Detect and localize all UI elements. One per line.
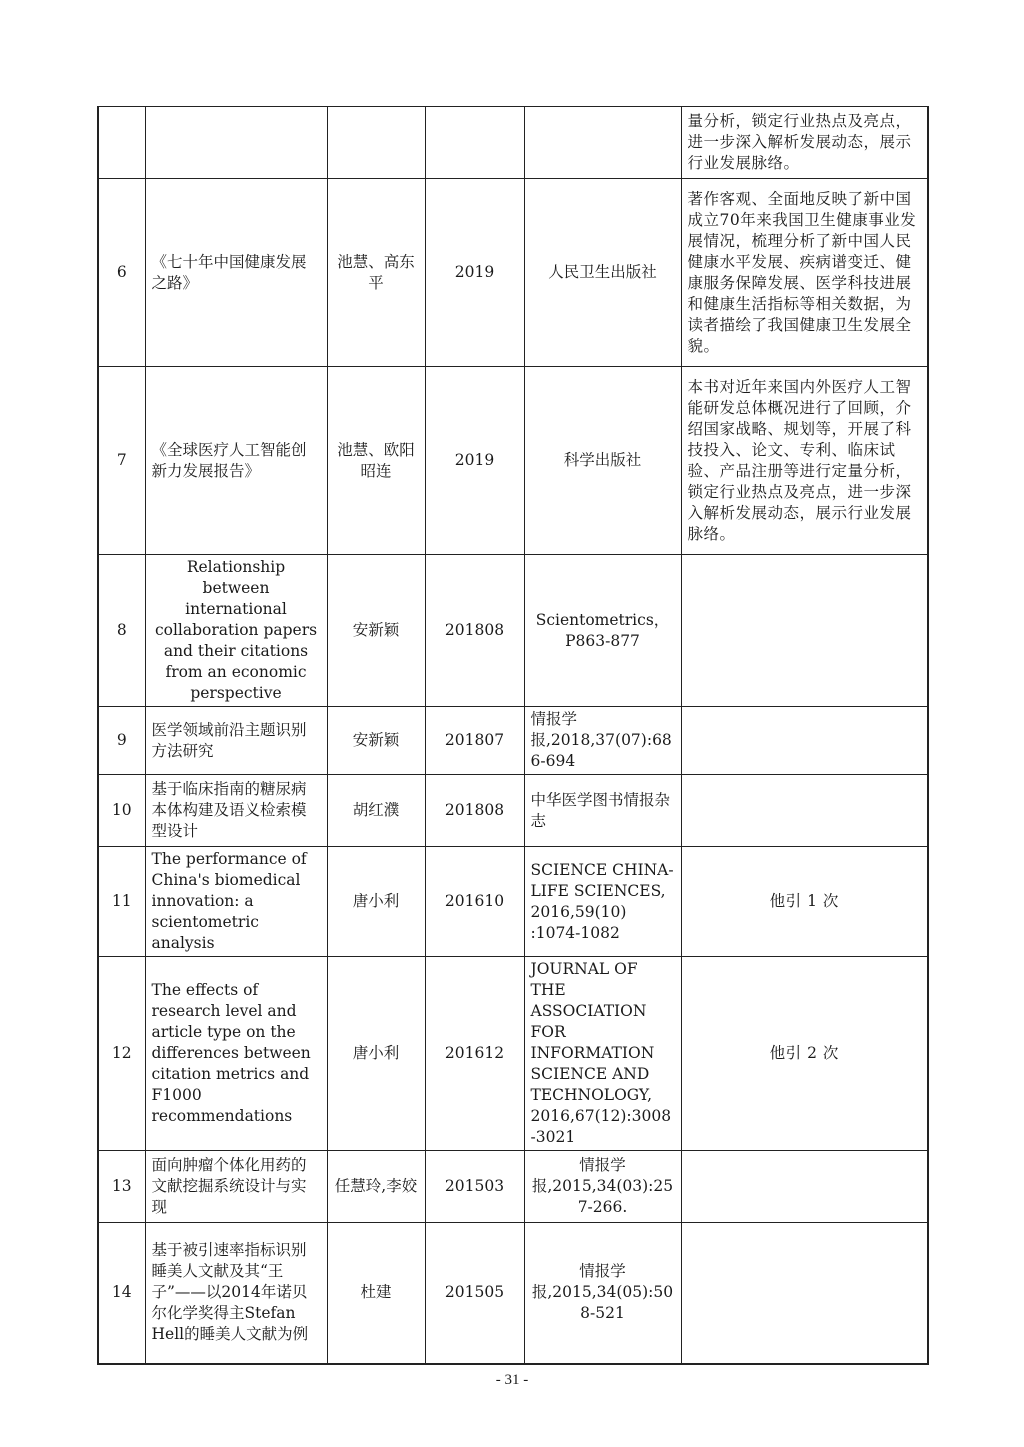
source-cell: 人民卫生出版社 — [524, 179, 681, 367]
table-row — [98, 1151, 928, 1223]
publications-table — [97, 106, 929, 1365]
note-cell — [681, 1151, 928, 1223]
title-cell: Relationship between international collaboration papers and their citations from an economic perspective — [145, 555, 327, 707]
table-row — [98, 847, 928, 957]
title-cell: 《七十年中国健康发展之路》 — [145, 179, 327, 367]
note-cell — [681, 555, 928, 707]
title-cell: The effects of research level and article type on the differences between citation metrics and F1000 recommendations — [145, 957, 327, 1151]
year-cell: 201807 — [425, 707, 524, 775]
author-cell: 唐小利 — [327, 957, 425, 1151]
row-number: 11 — [98, 847, 145, 957]
source-cell — [524, 107, 681, 179]
note-cell: 他引 2 次 — [681, 957, 928, 1151]
title-cell: 医学领域前沿主题识别方法研究 — [145, 707, 327, 775]
title-cell: The performance of China's biomedical innovation: a scientometric analysis — [145, 847, 327, 957]
table-row — [98, 555, 928, 707]
year-cell: 201610 — [425, 847, 524, 957]
year-cell: 201808 — [425, 555, 524, 707]
note-cell: 本书对近年来国内外医疗人工智能研发总体概况进行了回顾，介绍国家战略、规划等，开展了科技投入、论文、专利、临床试验、产品注册等进行定量分析，锁定行业热点及亮点，进一步深入解析发展动态，展示行业发展脉络。 — [681, 367, 928, 555]
year-cell: 2019 — [425, 367, 524, 555]
year-cell: 201612 — [425, 957, 524, 1151]
table-row — [98, 367, 928, 555]
row-number: 7 — [98, 367, 145, 555]
table-row — [98, 957, 928, 1151]
author-cell: 杜建 — [327, 1223, 425, 1364]
source-cell: Scientometrics，P863-877 — [524, 555, 681, 707]
author-cell: 唐小利 — [327, 847, 425, 957]
row-number: 13 — [98, 1151, 145, 1223]
source-cell: 情报学报,2018,37(07):686-694 — [524, 707, 681, 775]
table-row — [98, 775, 928, 847]
row-number: 9 — [98, 707, 145, 775]
year-cell: 201503 — [425, 1151, 524, 1223]
table-row — [98, 107, 928, 179]
author-cell: 安新颖 — [327, 555, 425, 707]
year-cell: 201505 — [425, 1223, 524, 1364]
source-cell: 中华医学图书情报杂志 — [524, 775, 681, 847]
author-cell: 池慧、欧阳昭连 — [327, 367, 425, 555]
note-cell — [681, 775, 928, 847]
row-number: 6 — [98, 179, 145, 367]
author-cell: 安新颖 — [327, 707, 425, 775]
author-cell: 胡红濮 — [327, 775, 425, 847]
title-cell: 基于被引速率指标识别睡美人文献及其“王子”——以2014年诺贝尔化学奖得主Stefan Hell的睡美人文献为例 — [145, 1223, 327, 1364]
page-number: - 31 - — [495, 1372, 529, 1388]
year-cell: 201808 — [425, 775, 524, 847]
author-cell — [327, 107, 425, 179]
year-cell — [425, 107, 524, 179]
year-cell: 2019 — [425, 179, 524, 367]
note-cell: 他引 1 次 — [681, 847, 928, 957]
row-number: 10 — [98, 775, 145, 847]
note-cell: 量分析，锁定行业热点及亮点，进一步深入解析发展动态，展示行业发展脉络。 — [681, 107, 928, 179]
table-row — [98, 1223, 928, 1364]
source-cell: 情报学报,2015,34(05):508-521 — [524, 1223, 681, 1364]
row-number — [98, 107, 145, 179]
title-cell: 《全球医疗人工智能创新力发展报告》 — [145, 367, 327, 555]
source-cell: SCIENCE CHINA-LIFE SCIENCES, 2016,59(10) :1074-1082 — [524, 847, 681, 957]
source-cell: 科学出版社 — [524, 367, 681, 555]
source-cell: JOURNAL OF THE ASSOCIATION FOR INFORMATION SCIENCE AND TECHNOLOGY, 2016,67(12):3008-3021 — [524, 957, 681, 1151]
title-cell: 面向肿瘤个体化用药的文献挖掘系统设计与实现 — [145, 1151, 327, 1223]
author-cell: 任慧玲,李姣 — [327, 1151, 425, 1223]
title-cell — [145, 107, 327, 179]
title-cell: 基于临床指南的糖尿病本体构建及语义检索模型设计 — [145, 775, 327, 847]
table-row — [98, 179, 928, 367]
note-cell — [681, 1223, 928, 1364]
table-row — [98, 707, 928, 775]
author-cell: 池慧、高东平 — [327, 179, 425, 367]
row-number: 14 — [98, 1223, 145, 1364]
row-number: 12 — [98, 957, 145, 1151]
note-cell: 著作客观、全面地反映了新中国成立70年来我国卫生健康事业发展情况，梳理分析了新中国人民健康水平发展、疾病谱变迁、健康服务保障发展、医学科技进展和健康生活指标等相关数据，为读者描绘了我国健康卫生发展全貌。 — [681, 179, 928, 367]
source-cell: 情报学报,2015,34(03):257-266. — [524, 1151, 681, 1223]
note-cell — [681, 707, 928, 775]
row-number: 8 — [98, 555, 145, 707]
